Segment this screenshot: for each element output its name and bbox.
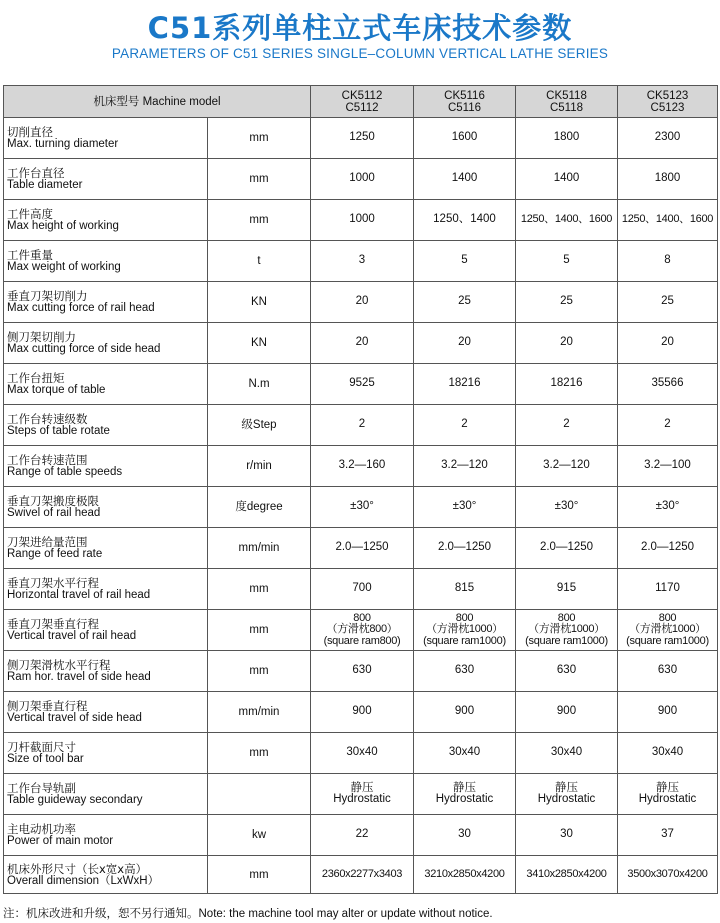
value-text: 800	[455, 611, 474, 624]
parameter-cell	[4, 774, 208, 815]
unit-cell: 级Step	[208, 405, 311, 446]
value-cell	[311, 200, 414, 241]
value-text: 3.2—120	[543, 459, 590, 472]
value-text: 静压	[350, 781, 374, 794]
value-text: 25	[661, 295, 674, 308]
model-code: CK5123	[646, 89, 689, 102]
value-cell	[311, 446, 414, 487]
parameter-cell	[4, 733, 208, 774]
unit-cell: mm	[208, 651, 311, 692]
model-code: CK5116	[444, 89, 485, 102]
value-cell	[516, 282, 618, 323]
value-text: 1250、1400	[433, 213, 496, 226]
parameter-name-en: Ram hor. travel of side head	[7, 671, 151, 683]
table-row	[4, 323, 718, 364]
value-text: (square ram1000)	[423, 634, 506, 647]
value-cell	[516, 446, 618, 487]
parameter-name-cn: 工作台扭矩	[7, 371, 65, 385]
value-text: 2.0—1250	[539, 541, 594, 554]
value-text: 2360x2277x3403	[321, 867, 403, 880]
table-row	[4, 856, 718, 894]
value-text: 20	[355, 295, 369, 308]
value-cell	[516, 733, 618, 774]
value-cell	[516, 569, 618, 610]
model-header-3	[516, 86, 618, 118]
value-text: 3.2—120	[441, 459, 488, 472]
table-row	[4, 733, 718, 774]
value-text: 800	[557, 611, 576, 624]
parameter-cell	[4, 815, 208, 856]
model-label-header: 机床型号 Machine model	[4, 86, 311, 118]
value-cell	[414, 487, 516, 528]
value-cell	[618, 774, 718, 815]
table-row	[4, 364, 718, 405]
value-cell	[516, 487, 618, 528]
value-cell	[618, 323, 718, 364]
parameter-cell	[4, 610, 208, 651]
value-cell	[414, 774, 516, 815]
value-text: 35566	[651, 377, 684, 390]
parameter-name-cn: 主电动机功率	[7, 822, 76, 836]
parameter-name-cn: 垂直刀架切削力	[7, 289, 88, 303]
value-cell	[516, 651, 618, 692]
parameter-cell	[4, 405, 208, 446]
value-text: 9525	[349, 377, 375, 390]
parameter-cell	[4, 323, 208, 364]
parameter-name-en: Vertical travel of rail head	[7, 630, 137, 642]
value-cell	[414, 856, 516, 894]
value-cell	[414, 364, 516, 405]
value-cell	[618, 118, 718, 159]
value-text: 800	[353, 611, 371, 624]
value-text: （方滑枕1000）	[528, 623, 605, 636]
parameter-cell	[4, 364, 208, 405]
model-code-alt: C5112	[345, 101, 379, 114]
value-cell	[618, 815, 718, 856]
model-code: CK5112	[341, 89, 383, 102]
value-cell	[414, 651, 516, 692]
parameter-cell	[4, 282, 208, 323]
unit-cell: r/min	[208, 446, 311, 487]
value-text: Hydrostatic	[537, 793, 596, 805]
value-text: ±30°	[554, 500, 579, 513]
value-text: ±30°	[452, 500, 477, 513]
value-cell	[618, 241, 718, 282]
value-text: 37	[661, 828, 674, 841]
value-cell	[414, 118, 516, 159]
parameter-name-cn: 工作台导轨副	[7, 781, 76, 795]
parameter-name-cn: 侧刀架滑枕水平行程	[7, 658, 111, 672]
value-cell	[311, 692, 414, 733]
value-text: Hydrostatic	[333, 793, 391, 805]
parameter-name-en: Max height of working	[7, 220, 119, 232]
parameter-name-en: Horizontal travel of rail head	[7, 589, 151, 601]
value-cell	[311, 610, 414, 651]
table-row	[4, 405, 718, 446]
value-cell	[516, 774, 618, 815]
value-cell	[618, 159, 718, 200]
value-text: 900	[556, 705, 577, 718]
value-cell	[618, 569, 718, 610]
value-text: 30x40	[550, 746, 583, 759]
value-text: ±30°	[350, 500, 374, 513]
value-text: 2.0—1250	[335, 541, 389, 554]
value-text: Hydrostatic	[435, 793, 494, 805]
value-text: 1400	[553, 172, 580, 185]
value-text: 1600	[451, 131, 478, 144]
value-cell	[414, 446, 516, 487]
parameter-name-cn: 侧刀架垂直行程	[7, 699, 88, 713]
unit-cell: mm	[208, 569, 311, 610]
value-cell	[311, 774, 414, 815]
value-text: 静压	[453, 781, 476, 794]
value-cell	[516, 610, 618, 651]
value-text: (square ram1000)	[626, 634, 709, 647]
value-text: 800	[658, 611, 677, 624]
model-code-alt: C5116	[447, 101, 482, 114]
value-text: ±30°	[655, 500, 680, 513]
value-cell	[311, 569, 414, 610]
value-text: 900	[657, 705, 678, 718]
table-row	[4, 569, 718, 610]
value-cell	[414, 405, 516, 446]
parameter-name-cn: 刀杆截面尺寸	[7, 740, 76, 754]
value-text: 2.0—1250	[437, 541, 492, 554]
parameter-name-en: Range of table speeds	[7, 466, 123, 478]
parameter-name-en: Range of feed rate	[7, 548, 103, 560]
table-row	[4, 446, 718, 487]
value-text: 2300	[654, 131, 681, 144]
table-row	[4, 774, 718, 815]
value-cell	[618, 364, 718, 405]
value-cell	[516, 815, 618, 856]
value-cell	[311, 118, 414, 159]
parameter-name-en: Max cutting force of side head	[7, 343, 161, 355]
value-text: 3	[358, 254, 366, 267]
unit-cell: mm	[208, 118, 311, 159]
table-row	[4, 610, 718, 651]
header-row	[4, 86, 718, 118]
parameter-cell	[4, 856, 208, 894]
parameter-cell	[4, 528, 208, 569]
parameter-name-cn: 工作台转速级数	[7, 412, 88, 426]
value-cell	[516, 323, 618, 364]
value-text: (square ram800)	[323, 634, 401, 647]
value-cell	[311, 282, 414, 323]
parameter-name-cn: 工件高度	[7, 207, 53, 221]
parameter-name-cn: 工件重量	[7, 248, 53, 262]
parameter-name-cn: 切削直径	[7, 125, 53, 139]
table-row	[4, 815, 718, 856]
value-text: 18216	[550, 377, 583, 390]
value-text: （方滑枕800）	[326, 623, 398, 636]
value-text: 5	[461, 254, 468, 267]
parameter-cell	[4, 241, 208, 282]
parameter-cell	[4, 118, 208, 159]
value-text: 3500x3070x4200	[627, 867, 708, 880]
parameter-cell	[4, 200, 208, 241]
value-cell	[414, 241, 516, 282]
unit-cell: mm	[208, 610, 311, 651]
parameter-cell	[4, 487, 208, 528]
value-text: 30	[560, 828, 573, 841]
unit-cell: mm	[208, 856, 311, 894]
table-row	[4, 159, 718, 200]
value-text: 1170	[655, 582, 680, 595]
value-text: 30x40	[448, 746, 481, 759]
parameter-cell	[4, 569, 208, 610]
value-cell	[618, 692, 718, 733]
unit-cell: 度degree	[208, 487, 311, 528]
parameter-name-cn: 垂直刀架搬度极限	[7, 494, 99, 508]
parameter-name-en: Table diameter	[7, 179, 83, 191]
table-row	[4, 241, 718, 282]
table-row	[4, 282, 718, 323]
value-cell	[516, 241, 618, 282]
value-text: （方滑枕1000）	[629, 623, 706, 636]
value-text: （方滑枕1000）	[426, 623, 503, 636]
parameter-cell	[4, 159, 208, 200]
value-text: 1000	[349, 213, 375, 226]
parameter-name-cn: 机床外形尺寸（长x宽x高）	[7, 861, 148, 876]
table-row	[4, 692, 718, 733]
model-code-alt: C5123	[650, 101, 685, 114]
value-text: 静压	[656, 781, 679, 794]
parameter-name-en: Vertical travel of side head	[7, 712, 142, 724]
unit-cell: mm	[208, 733, 311, 774]
value-text: 900	[454, 705, 475, 718]
value-cell	[414, 733, 516, 774]
value-cell	[414, 159, 516, 200]
value-cell	[414, 692, 516, 733]
parameter-name-en: Max. turning diameter	[7, 138, 119, 150]
value-cell	[618, 651, 718, 692]
value-text: 3.2—100	[644, 459, 691, 472]
value-text: 20	[458, 336, 471, 349]
value-cell	[618, 610, 718, 651]
value-cell	[311, 733, 414, 774]
parameter-name-cn: 垂直刀架垂直行程	[7, 617, 99, 631]
value-text: 700	[352, 582, 372, 595]
table-row	[4, 528, 718, 569]
value-text: 1400	[451, 172, 478, 185]
value-text: 1800	[654, 172, 681, 185]
parameter-name-cn: 工作台直径	[7, 166, 65, 180]
value-text: 30x40	[346, 746, 378, 759]
value-cell	[311, 241, 414, 282]
value-cell	[311, 856, 414, 894]
value-cell	[516, 528, 618, 569]
value-cell	[618, 487, 718, 528]
parameter-cell	[4, 692, 208, 733]
page-title: C51系列单柱立式车床技术参数	[147, 11, 573, 45]
unit-cell: t	[208, 241, 311, 282]
value-cell	[618, 200, 718, 241]
value-text: 20	[560, 336, 573, 349]
parameter-name-en: Swivel of rail head	[7, 507, 101, 519]
parameter-cell	[4, 446, 208, 487]
value-cell	[311, 323, 414, 364]
value-text: 2	[358, 418, 366, 431]
parameter-name-en: Steps of table rotate	[7, 425, 110, 437]
value-text: 3210x2850x4200	[424, 867, 505, 880]
table-row	[4, 487, 718, 528]
value-cell	[311, 651, 414, 692]
value-text: 30	[458, 828, 471, 841]
value-cell	[516, 118, 618, 159]
table-row	[4, 200, 718, 241]
value-cell	[414, 200, 516, 241]
value-cell	[311, 815, 414, 856]
value-text: 5	[563, 254, 570, 267]
model-code: CK5118	[546, 89, 587, 102]
value-cell	[516, 159, 618, 200]
parameter-name-cn: 刀架进给量范围	[7, 535, 88, 549]
parameter-name-cn: 垂直刀架水平行程	[7, 576, 99, 590]
parameter-name-en: Size of tool bar	[7, 753, 84, 765]
value-text: 20	[355, 336, 369, 349]
parameter-name-en: Power of main motor	[7, 835, 114, 847]
unit-cell: kw	[208, 815, 311, 856]
unit-cell: mm/min	[208, 528, 311, 569]
value-text: (square ram1000)	[525, 634, 608, 647]
value-text: 815	[454, 582, 475, 595]
unit-cell: mm	[208, 159, 311, 200]
value-text: 915	[556, 582, 577, 595]
table-row	[4, 651, 718, 692]
value-text: 18216	[448, 377, 481, 390]
value-text: 1800	[553, 131, 580, 144]
value-text: 2	[461, 418, 468, 431]
value-cell	[414, 815, 516, 856]
value-cell	[311, 159, 414, 200]
value-cell	[311, 364, 414, 405]
value-text: 3.2—160	[338, 459, 386, 472]
unit-cell	[208, 774, 311, 815]
value-text: 3410x2850x4200	[526, 867, 607, 880]
value-text: 2	[664, 418, 671, 431]
value-cell	[414, 610, 516, 651]
value-cell	[414, 528, 516, 569]
value-cell	[311, 528, 414, 569]
value-text: 2	[563, 418, 570, 431]
parameter-name-en: Max torque of table	[7, 384, 106, 396]
value-cell	[618, 282, 718, 323]
parameter-name-cn: 工作台转速范围	[7, 453, 88, 467]
value-cell	[311, 405, 414, 446]
value-cell	[311, 487, 414, 528]
value-text: 22	[355, 828, 369, 841]
value-text: 静压	[555, 781, 578, 794]
unit-cell: N.m	[208, 364, 311, 405]
spec-table-body	[4, 118, 718, 894]
model-header-2	[414, 86, 516, 118]
value-cell	[414, 323, 516, 364]
parameter-name-en: Overall dimension（LxWxH）	[7, 874, 160, 887]
parameter-name-en: Max cutting force of rail head	[7, 302, 155, 314]
model-header-4	[618, 86, 718, 118]
value-cell	[414, 282, 516, 323]
value-cell	[414, 569, 516, 610]
parameter-cell	[4, 651, 208, 692]
value-text: 2.0—1250	[640, 541, 695, 554]
value-text: 630	[657, 664, 678, 677]
value-cell	[618, 733, 718, 774]
unit-cell: mm/min	[208, 692, 311, 733]
model-code-alt: C5118	[549, 101, 584, 114]
value-cell	[618, 856, 718, 894]
value-cell	[516, 405, 618, 446]
parameter-name-cn: 侧刀架切削力	[7, 330, 76, 344]
unit-cell: KN	[208, 282, 311, 323]
value-cell	[618, 528, 718, 569]
value-text: Hydrostatic	[638, 793, 697, 805]
value-text: 25	[458, 295, 471, 308]
table-row	[4, 118, 718, 159]
value-text: 20	[661, 336, 674, 349]
spec-table	[3, 85, 718, 894]
value-text: 1250、1400、1600	[520, 213, 613, 226]
value-text: 630	[454, 664, 475, 677]
value-text: 30x40	[651, 746, 684, 759]
unit-cell: KN	[208, 323, 311, 364]
value-text: 1250、1400、1600	[621, 213, 714, 226]
value-text: 1250	[349, 131, 375, 144]
value-cell	[516, 692, 618, 733]
page-subtitle: PARAMETERS OF C51 SERIES SINGLE–COLUMN VERTICAL LATHE SERIES	[111, 46, 609, 61]
footnote: 注：机床改进和升级，恕不另行通知。Note: the machine tool may alter or update without notice.	[3, 908, 493, 920]
model-header-1	[311, 86, 414, 118]
parameter-name-en: Table guideway secondary	[7, 794, 143, 806]
value-cell	[618, 405, 718, 446]
value-cell	[618, 446, 718, 487]
value-cell	[516, 856, 618, 894]
parameter-name-en: Max weight of working	[7, 261, 121, 273]
value-cell	[516, 200, 618, 241]
value-text: 900	[352, 705, 372, 718]
value-cell	[516, 364, 618, 405]
value-text: 630	[556, 664, 577, 677]
value-text: 630	[352, 664, 372, 677]
unit-cell: mm	[208, 200, 311, 241]
value-text: 8	[664, 254, 671, 267]
value-text: 25	[560, 295, 573, 308]
value-text: 1000	[349, 172, 375, 185]
